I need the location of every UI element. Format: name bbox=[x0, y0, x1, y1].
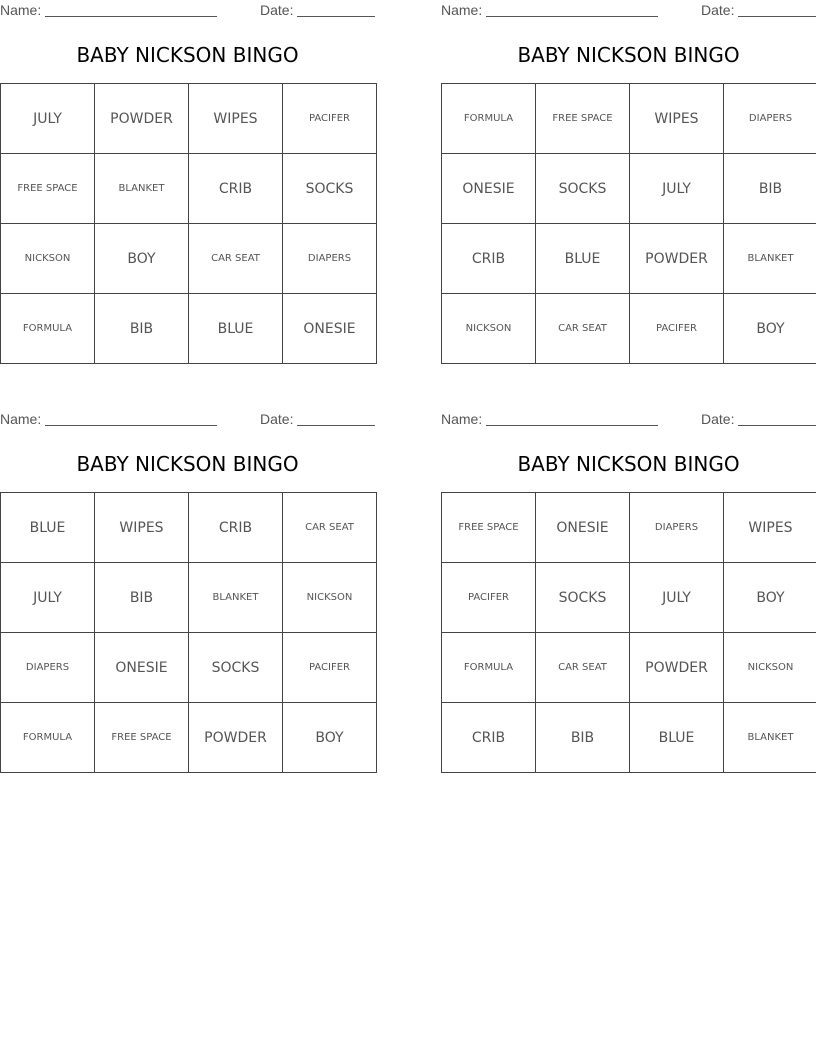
bingo-cell: CRIB bbox=[442, 224, 536, 294]
bingo-cell: NICKSON bbox=[442, 294, 536, 364]
bingo-cell: WIPES bbox=[189, 84, 283, 154]
bingo-cell: CRIB bbox=[189, 493, 283, 563]
bingo-cell: DIAPERS bbox=[283, 224, 377, 294]
bingo-cell: CAR SEAT bbox=[536, 633, 630, 703]
bingo-cell: PACIFER bbox=[283, 633, 377, 703]
name-blank-line bbox=[486, 425, 658, 426]
bingo-cell: DIAPERS bbox=[724, 84, 816, 154]
bingo-cell: BLUE bbox=[536, 224, 630, 294]
grid-row bbox=[442, 84, 816, 154]
name-date-row bbox=[441, 2, 816, 20]
bingo-cell: FREE SPACE bbox=[442, 493, 536, 563]
bingo-cell: FREE SPACE bbox=[536, 84, 630, 154]
bingo-card bbox=[0, 0, 375, 375]
bingo-cell: POWDER bbox=[95, 84, 189, 154]
card-title: BABY NICKSON BINGO bbox=[76, 43, 299, 67]
card-title: BABY NICKSON BINGO bbox=[517, 452, 740, 476]
bingo-cell: ONESIE bbox=[442, 154, 536, 224]
bingo-cell: FORMULA bbox=[1, 294, 95, 364]
name-label: Name: bbox=[441, 2, 483, 18]
bingo-cell: PACIFER bbox=[283, 84, 377, 154]
bingo-cell: BLUE bbox=[1, 493, 95, 563]
bingo-cell: JULY bbox=[630, 563, 724, 633]
bingo-cell: BIB bbox=[536, 703, 630, 773]
bingo-grid bbox=[441, 83, 816, 364]
bingo-cell: BOY bbox=[95, 224, 189, 294]
bingo-cell: WIPES bbox=[724, 493, 816, 563]
name-label: Name: bbox=[0, 411, 42, 427]
bingo-cell: BLANKET bbox=[95, 154, 189, 224]
bingo-cell: POWDER bbox=[189, 703, 283, 773]
name-blank-line bbox=[45, 425, 217, 426]
bingo-cell: POWDER bbox=[630, 633, 724, 703]
bingo-cell: SOCKS bbox=[536, 154, 630, 224]
date-label: Date: bbox=[701, 411, 735, 427]
bingo-cell: SOCKS bbox=[536, 563, 630, 633]
date-blank-line bbox=[297, 425, 375, 426]
grid-row bbox=[1, 154, 377, 224]
bingo-cell: CAR SEAT bbox=[283, 493, 377, 563]
bingo-cell: SOCKS bbox=[283, 154, 377, 224]
bingo-cell: JULY bbox=[1, 563, 95, 633]
bingo-cell: BLUE bbox=[189, 294, 283, 364]
bingo-cell: NICKSON bbox=[724, 633, 816, 703]
bingo-cell: PACIFER bbox=[630, 294, 724, 364]
bingo-grid bbox=[0, 83, 377, 364]
card-title: BABY NICKSON BINGO bbox=[76, 452, 299, 476]
name-blank-line bbox=[45, 16, 217, 17]
date-blank-line bbox=[297, 16, 375, 17]
bingo-cell: JULY bbox=[630, 154, 724, 224]
grid-row bbox=[1, 563, 377, 633]
bingo-cell: WIPES bbox=[95, 493, 189, 563]
bingo-cell: CRIB bbox=[442, 703, 536, 773]
bingo-cell: CAR SEAT bbox=[189, 224, 283, 294]
date-label: Date: bbox=[701, 2, 735, 18]
name-date-row bbox=[441, 411, 816, 429]
bingo-cell: PACIFER bbox=[442, 563, 536, 633]
bingo-cell: BLANKET bbox=[724, 224, 816, 294]
grid-row bbox=[1, 224, 377, 294]
name-date-row bbox=[0, 411, 375, 429]
bingo-cell: DIAPERS bbox=[630, 493, 724, 563]
grid-row bbox=[442, 703, 816, 773]
name-date-row bbox=[0, 2, 375, 20]
bingo-cell: BIB bbox=[95, 294, 189, 364]
card-title: BABY NICKSON BINGO bbox=[517, 43, 740, 67]
bingo-cell: ONESIE bbox=[283, 294, 377, 364]
grid-row bbox=[442, 633, 816, 703]
bingo-cell: FORMULA bbox=[1, 703, 95, 773]
bingo-grid bbox=[0, 492, 377, 773]
bingo-cell: NICKSON bbox=[1, 224, 95, 294]
bingo-cell: FORMULA bbox=[442, 633, 536, 703]
name-label: Name: bbox=[441, 411, 483, 427]
bingo-cell: CAR SEAT bbox=[536, 294, 630, 364]
grid-row bbox=[1, 84, 377, 154]
bingo-cell: BOY bbox=[283, 703, 377, 773]
date-label: Date: bbox=[260, 2, 294, 18]
bingo-cell: FREE SPACE bbox=[1, 154, 95, 224]
bingo-card bbox=[441, 0, 816, 375]
grid-row bbox=[1, 633, 377, 703]
bingo-cell: BLANKET bbox=[724, 703, 816, 773]
bingo-cell: WIPES bbox=[630, 84, 724, 154]
bingo-cell: BOY bbox=[724, 294, 816, 364]
bingo-cell: BLANKET bbox=[189, 563, 283, 633]
bingo-cell: DIAPERS bbox=[1, 633, 95, 703]
bingo-cell: POWDER bbox=[630, 224, 724, 294]
bingo-grid bbox=[441, 492, 816, 773]
bingo-cell: FORMULA bbox=[442, 84, 536, 154]
grid-row bbox=[1, 493, 377, 563]
bingo-cell: BLUE bbox=[630, 703, 724, 773]
bingo-cell: BOY bbox=[724, 563, 816, 633]
bingo-cell: CRIB bbox=[189, 154, 283, 224]
bingo-card bbox=[441, 409, 816, 784]
bingo-cell: ONESIE bbox=[536, 493, 630, 563]
bingo-cell: BIB bbox=[95, 563, 189, 633]
bingo-cell: JULY bbox=[1, 84, 95, 154]
name-blank-line bbox=[486, 16, 658, 17]
bingo-card bbox=[0, 409, 375, 784]
grid-row bbox=[1, 294, 377, 364]
grid-row bbox=[442, 224, 816, 294]
bingo-cell: ONESIE bbox=[95, 633, 189, 703]
bingo-cell: NICKSON bbox=[283, 563, 377, 633]
date-blank-line bbox=[738, 425, 816, 426]
date-label: Date: bbox=[260, 411, 294, 427]
bingo-cell: SOCKS bbox=[189, 633, 283, 703]
grid-row bbox=[442, 154, 816, 224]
grid-row bbox=[1, 703, 377, 773]
bingo-cell: FREE SPACE bbox=[95, 703, 189, 773]
bingo-cell: BIB bbox=[724, 154, 816, 224]
grid-row bbox=[442, 294, 816, 364]
name-label: Name: bbox=[0, 2, 42, 18]
date-blank-line bbox=[738, 16, 816, 17]
grid-row bbox=[442, 563, 816, 633]
grid-row bbox=[442, 493, 816, 563]
